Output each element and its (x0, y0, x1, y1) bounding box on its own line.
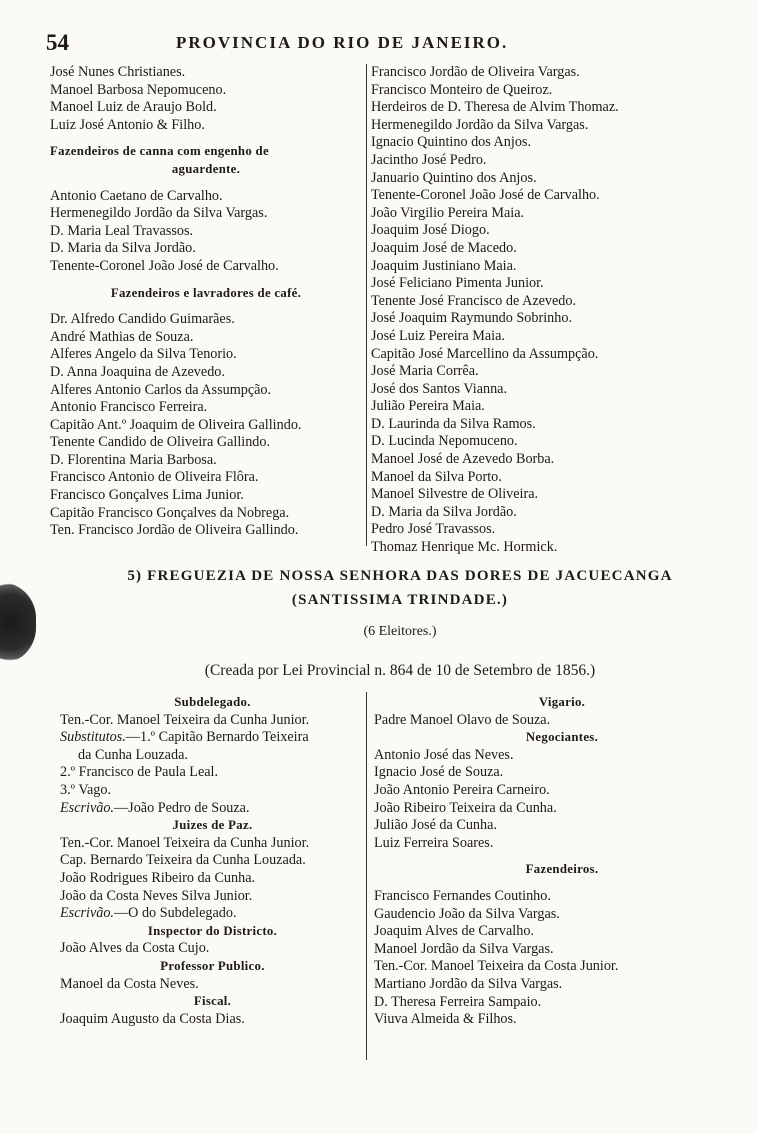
list-item: Francisco Jordão de Oliveira Vargas. (371, 64, 580, 80)
list-item: Viuva Almeida & Filhos. (374, 1011, 517, 1028)
list-item: Joaquim Augusto da Costa Dias. (60, 1010, 245, 1027)
list-item: Hermenegildo Jordão da Silva Vargas. (50, 205, 268, 222)
list-item: Julião José da Cunha. (374, 817, 497, 834)
substitutos-label: Substitutos. (60, 729, 126, 746)
section-subtitle: (SANTISSIMA TRINDADE.) (291, 592, 509, 608)
section-heading: Fazendeiros e lavradores de café. (110, 285, 302, 300)
list-item: João Antonio Pereira Carneiro. (374, 781, 550, 798)
list-item: D. Maria Leal Travassos. (50, 222, 194, 239)
list-item: Alferes Antonio Carlos da Assumpção. (50, 381, 272, 398)
list-item: Padre Manoel Olavo de Souza. (374, 711, 551, 728)
list-item: Tenente-Coronel João José de Carvalho. (50, 257, 279, 274)
section-heading-cont: aguardente. (171, 161, 241, 176)
top-right-column (371, 64, 751, 557)
section-heading: Fazendeiros. (525, 862, 599, 877)
top-left-column (50, 64, 362, 540)
list-item: Ten.-Cor. Manoel Teixeira da Cunha Junior. (60, 711, 310, 728)
substitutos-line (60, 729, 365, 747)
section-title: 5) FREGUEZIA DE NOSSA SENHORA DAS DORES DE JACUECANGA (127, 568, 673, 584)
list-item: João Rodrigues Ribeiro da Cunha. (60, 869, 256, 886)
list-item: Pedro José Travassos. (371, 521, 496, 538)
list-item: Luiz José Antonio & Filho. (50, 116, 205, 133)
list-item: D. Theresa Ferreira Sampaio. (374, 993, 542, 1010)
list-item: Julião Pereira Maia. (371, 398, 485, 415)
list-item: Ignacio José de Souza. (374, 764, 504, 781)
list-item: Gaudencio João da Silva Vargas. (374, 905, 560, 922)
column-divider (366, 692, 367, 1060)
list-item: D. Florentina Maria Barbosa. (50, 451, 217, 468)
list-item: João Virgilio Pereira Maia. (371, 204, 525, 221)
section-heading: Fiscal. (193, 994, 232, 1009)
list-item: Tenente-Coronel João José de Carvalho. (371, 187, 600, 204)
section-heading: Negociantes. (525, 730, 599, 745)
list-item: José Luiz Pereira Maia. (371, 327, 505, 344)
list-item: Ten. Francisco Jordão de Oliveira Gallindo. (50, 522, 299, 539)
list-item: Alferes Angelo da Silva Tenorio. (50, 346, 237, 363)
list-item: D. Anna Joaquina de Azevedo. (50, 363, 225, 380)
list-item: Francisco Antonio de Oliveira Flôra. (50, 469, 259, 486)
list-item: Joaquim José Diogo. (371, 222, 490, 239)
list-item: Tenente José Francisco de Azevedo. (371, 292, 577, 309)
list-item: Antonio Caetano de Carvalho. (50, 187, 223, 204)
list-item: Dr. Alfredo Candido Guimarães. (50, 311, 235, 328)
list-item: 3.º Vago. (60, 781, 112, 798)
list-item: D. Lucinda Nepomuceno. (371, 433, 518, 450)
list-item: Januario Quintino dos Anjos. (371, 169, 537, 186)
list-item: Capitão Francisco Gonçalves da Nobrega. (50, 504, 290, 521)
list-item: D. Maria da Silva Jordão. (371, 503, 517, 520)
list-item: Manoel Barbosa Nepomuceno. (50, 81, 227, 98)
list-item: Herdeiros de D. Theresa de Alvim Thomaz. (371, 99, 619, 116)
list-item: Francisco Gonçalves Lima Junior. (50, 487, 244, 504)
running-title: PROVINCIA DO RIO DE JANEIRO. (176, 33, 509, 52)
list-item: 2.º Francisco de Paula Leal. (60, 764, 219, 781)
list-item: —João Pedro de Souza. (113, 799, 250, 816)
list-item: José Nunes Christianes. (50, 64, 186, 80)
bottom-left-column (60, 694, 365, 1028)
list-item: Jacintho José Pedro. (371, 151, 487, 168)
list-item: Joaquim Justiniano Maia. (371, 257, 517, 274)
list-item: Capitão Ant.º Joaquim de Oliveira Gallindo. (50, 416, 302, 433)
bottom-right-column (374, 694, 750, 1029)
list-item: Antonio José das Neves. (374, 746, 514, 763)
section-heading: Inspector do Districto. (147, 923, 278, 938)
list-item: Manoel Silvestre de Oliveira. (371, 486, 539, 503)
list-item: Manoel da Silva Porto. (371, 468, 502, 485)
list-item: Tenente Candido de Oliveira Gallindo. (50, 434, 271, 451)
list-item: Luiz Ferreira Soares. (374, 834, 494, 851)
escrivao-label: Escrivão. (60, 905, 114, 922)
list-item: Manoel José de Azevedo Borba. (371, 451, 555, 468)
list-item: Manoel da Costa Neves. (60, 975, 199, 992)
ink-blot (0, 582, 36, 664)
list-item: João Ribeiro Teixeira da Cunha. (374, 799, 557, 816)
list-item: D. Laurinda da Silva Ramos. (371, 415, 536, 432)
list-item: Joaquim José de Macedo. (371, 239, 517, 256)
list-item: Cap. Bernardo Teixeira da Cunha Louzada. (60, 852, 306, 869)
list-item: Thomaz Henrique Mc. Hormick. (371, 539, 558, 556)
list-item: D. Maria da Silva Jordão. (50, 240, 196, 257)
list-item: —1.º Capitão Bernardo Teixeira (125, 729, 309, 746)
list-item: José Feliciano Pimenta Junior. (371, 275, 544, 292)
section-heading: Subdelegado. (174, 695, 251, 709)
list-item: Francisco Fernandes Coutinho. (374, 887, 551, 904)
column-divider (366, 64, 367, 546)
list-item: Martiano Jordão da Silva Vargas. (374, 975, 563, 992)
list-item: da Cunha Louzada. (78, 746, 188, 763)
list-item: Ten.-Cor. Manoel Teixeira da Costa Junior. (374, 958, 619, 975)
section-heading: Vigario. (538, 695, 586, 709)
list-item: —O do Subdelegado. (113, 905, 237, 922)
list-item: Ignacio Quintino dos Anjos. (371, 134, 531, 151)
list-item: João da Costa Neves Silva Junior. (60, 887, 253, 904)
page-number: 54 (46, 30, 69, 55)
section-heading: Fazendeiros de canna com engenho de (50, 144, 269, 159)
list-item: José Joaquim Raymundo Sobrinho. (371, 310, 572, 327)
list-item: José Maria Corrêa. (371, 363, 479, 380)
electors-note: (6 Eleitores.) (363, 624, 437, 639)
section-heading: Juizes de Paz. (172, 818, 253, 833)
list-item: André Mathias de Souza. (50, 328, 194, 345)
list-item: Ten.-Cor. Manoel Teixeira da Cunha Junior. (60, 834, 310, 851)
page-header (46, 30, 746, 54)
list-item: Capitão José Marcellino da Assumpção. (371, 345, 599, 362)
list-item: Antonio Francisco Ferreira. (50, 399, 208, 416)
list-item: José dos Santos Vianna. (371, 380, 508, 397)
escrivao-label: Escrivão. (60, 799, 114, 816)
list-item: João Alves da Costa Cujo. (60, 940, 210, 957)
escrivao-line (60, 905, 365, 923)
list-item: Manoel Jordão da Silva Vargas. (374, 940, 554, 957)
list-item: Hermenegildo Jordão da Silva Vargas. (371, 116, 589, 133)
list-item: Manoel Luiz de Araujo Bold. (50, 99, 217, 116)
creation-note: (Creada por Lei Provincial n. 864 de 10 de Setembro de 1856.) (204, 662, 596, 679)
escrivao-line (60, 800, 365, 818)
section-heading: Professor Publico. (160, 958, 265, 973)
list-item: Joaquim Alves de Carvalho. (374, 923, 534, 940)
list-item: Francisco Monteiro de Queiroz. (371, 81, 553, 98)
